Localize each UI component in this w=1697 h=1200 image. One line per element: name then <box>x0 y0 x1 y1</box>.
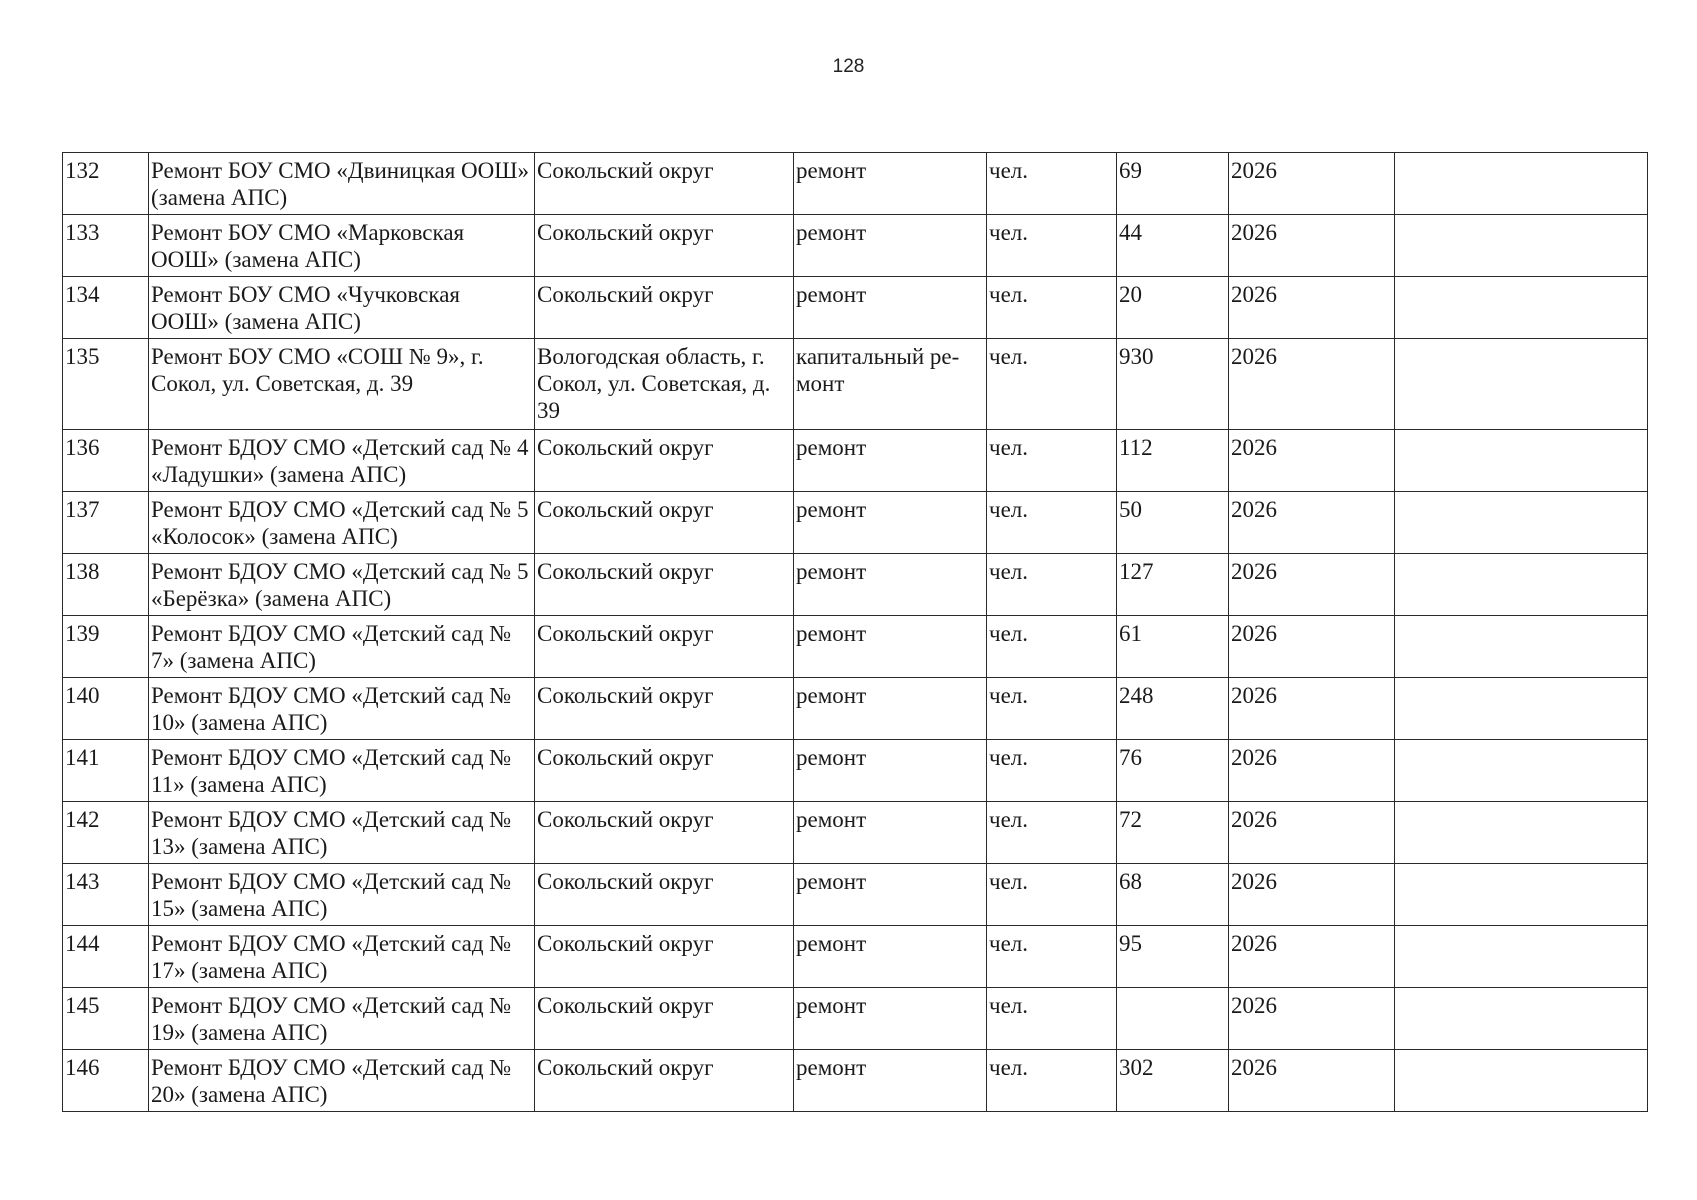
object-location: Сокольский округ <box>535 864 794 926</box>
work-type: ремонт <box>794 988 987 1050</box>
unit: чел. <box>987 215 1117 277</box>
table-row <box>63 864 1648 926</box>
work-type: ремонт <box>794 153 987 215</box>
object-name: Ремонт БДОУ СМО «Детский сад № 5 «Колосок» (замена АПС) <box>149 492 535 554</box>
unit: чел. <box>987 678 1117 740</box>
object-location: Сокольский округ <box>535 554 794 616</box>
object-name: Ремонт БДОУ СМО «Детский сад № 7» (замена АПС) <box>149 616 535 678</box>
value: 302 <box>1117 1050 1229 1112</box>
row-number: 145 <box>63 988 149 1050</box>
object-name: Ремонт БДОУ СМО «Детский сад № 20» (замена АПС) <box>149 1050 535 1112</box>
value: 127 <box>1117 554 1229 616</box>
table-row <box>63 802 1648 864</box>
table-row <box>63 492 1648 554</box>
value: 72 <box>1117 802 1229 864</box>
year: 2026 <box>1229 339 1395 430</box>
object-location: Сокольский округ <box>535 153 794 215</box>
value: 68 <box>1117 864 1229 926</box>
note <box>1395 153 1648 215</box>
object-location: Сокольский округ <box>535 678 794 740</box>
object-location: Вологодская область, г. Сокол, ул. Советская, д. 39 <box>535 339 794 430</box>
work-type: ремонт <box>794 740 987 802</box>
unit: чел. <box>987 554 1117 616</box>
note <box>1395 616 1648 678</box>
year: 2026 <box>1229 153 1395 215</box>
work-type: ремонт <box>794 430 987 492</box>
year: 2026 <box>1229 678 1395 740</box>
note <box>1395 802 1648 864</box>
row-number: 139 <box>63 616 149 678</box>
row-number: 136 <box>63 430 149 492</box>
table-row <box>63 740 1648 802</box>
unit: чел. <box>987 616 1117 678</box>
unit: чел. <box>987 802 1117 864</box>
value <box>1117 988 1229 1050</box>
table-row <box>63 430 1648 492</box>
note <box>1395 492 1648 554</box>
object-location: Сокольский округ <box>535 926 794 988</box>
value: 61 <box>1117 616 1229 678</box>
table-row <box>63 153 1648 215</box>
work-type: ремонт <box>794 492 987 554</box>
object-location: Сокольский округ <box>535 215 794 277</box>
table-row <box>63 339 1648 430</box>
table-row <box>63 926 1648 988</box>
object-name: Ремонт БОУ СМО «Чучковская ООШ» (замена АПС) <box>149 277 535 339</box>
work-type: капитальный ре-монт <box>794 339 987 430</box>
object-location: Сокольский округ <box>535 740 794 802</box>
year: 2026 <box>1229 215 1395 277</box>
table-row <box>63 277 1648 339</box>
row-number: 133 <box>63 215 149 277</box>
value: 930 <box>1117 339 1229 430</box>
page-number: 128 <box>832 56 865 77</box>
work-type: ремонт <box>794 678 987 740</box>
object-name: Ремонт БДОУ СМО «Детский сад № 5 «Берёзка» (замена АПС) <box>149 554 535 616</box>
table-row <box>63 1050 1648 1112</box>
object-location: Сокольский округ <box>535 430 794 492</box>
unit: чел. <box>987 492 1117 554</box>
year: 2026 <box>1229 864 1395 926</box>
object-name: Ремонт БДОУ СМО «Детский сад № 15» (замена АПС) <box>149 864 535 926</box>
object-location: Сокольский округ <box>535 616 794 678</box>
work-type: ремонт <box>794 1050 987 1112</box>
object-name: Ремонт БДОУ СМО «Детский сад № 13» (замена АПС) <box>149 802 535 864</box>
object-location: Сокольский округ <box>535 277 794 339</box>
table-row <box>63 554 1648 616</box>
year: 2026 <box>1229 277 1395 339</box>
year: 2026 <box>1229 740 1395 802</box>
value: 44 <box>1117 215 1229 277</box>
works-table <box>62 152 1648 1112</box>
value: 95 <box>1117 926 1229 988</box>
table-row <box>63 616 1648 678</box>
unit: чел. <box>987 740 1117 802</box>
object-location: Сокольский округ <box>535 988 794 1050</box>
row-number: 142 <box>63 802 149 864</box>
row-number: 144 <box>63 926 149 988</box>
unit: чел. <box>987 864 1117 926</box>
note <box>1395 864 1648 926</box>
object-name: Ремонт БОУ СМО «Двиницкая ООШ» (замена АПС) <box>149 153 535 215</box>
unit: чел. <box>987 988 1117 1050</box>
note <box>1395 215 1648 277</box>
value: 50 <box>1117 492 1229 554</box>
year: 2026 <box>1229 616 1395 678</box>
value: 248 <box>1117 678 1229 740</box>
work-type: ремонт <box>794 926 987 988</box>
object-name: Ремонт БДОУ СМО «Детский сад № 4 «Ладушки» (замена АПС) <box>149 430 535 492</box>
row-number: 137 <box>63 492 149 554</box>
object-name: Ремонт БДОУ СМО «Детский сад № 11» (замена АПС) <box>149 740 535 802</box>
unit: чел. <box>987 430 1117 492</box>
work-type: ремонт <box>794 554 987 616</box>
year: 2026 <box>1229 926 1395 988</box>
note <box>1395 277 1648 339</box>
note <box>1395 554 1648 616</box>
value: 20 <box>1117 277 1229 339</box>
note <box>1395 988 1648 1050</box>
unit: чел. <box>987 153 1117 215</box>
object-name: Ремонт БОУ СМО «Марковская ООШ» (замена АПС) <box>149 215 535 277</box>
row-number: 132 <box>63 153 149 215</box>
table-row <box>63 215 1648 277</box>
year: 2026 <box>1229 988 1395 1050</box>
object-name: Ремонт БДОУ СМО «Детский сад № 17» (замена АПС) <box>149 926 535 988</box>
row-number: 134 <box>63 277 149 339</box>
row-number: 146 <box>63 1050 149 1112</box>
object-location: Сокольский округ <box>535 802 794 864</box>
work-type: ремонт <box>794 215 987 277</box>
row-number: 135 <box>63 339 149 430</box>
row-number: 141 <box>63 740 149 802</box>
unit: чел. <box>987 926 1117 988</box>
work-type: ремонт <box>794 277 987 339</box>
year: 2026 <box>1229 492 1395 554</box>
note <box>1395 926 1648 988</box>
year: 2026 <box>1229 430 1395 492</box>
value: 112 <box>1117 430 1229 492</box>
row-number: 138 <box>63 554 149 616</box>
object-location: Сокольский округ <box>535 1050 794 1112</box>
year: 2026 <box>1229 554 1395 616</box>
object-name: Ремонт БДОУ СМО «Детский сад № 10» (замена АПС) <box>149 678 535 740</box>
object-location: Сокольский округ <box>535 492 794 554</box>
value: 69 <box>1117 153 1229 215</box>
year: 2026 <box>1229 802 1395 864</box>
row-number: 143 <box>63 864 149 926</box>
note <box>1395 678 1648 740</box>
note <box>1395 339 1648 430</box>
object-name: Ремонт БОУ СМО «СОШ № 9», г. Сокол, ул. Советская, д. 39 <box>149 339 535 430</box>
value: 76 <box>1117 740 1229 802</box>
note <box>1395 740 1648 802</box>
work-type: ремонт <box>794 864 987 926</box>
table-row <box>63 988 1648 1050</box>
table-row <box>63 678 1648 740</box>
note <box>1395 430 1648 492</box>
work-type: ремонт <box>794 802 987 864</box>
unit: чел. <box>987 1050 1117 1112</box>
unit: чел. <box>987 277 1117 339</box>
work-type: ремонт <box>794 616 987 678</box>
year: 2026 <box>1229 1050 1395 1112</box>
note <box>1395 1050 1648 1112</box>
unit: чел. <box>987 339 1117 430</box>
object-name: Ремонт БДОУ СМО «Детский сад № 19» (замена АПС) <box>149 988 535 1050</box>
row-number: 140 <box>63 678 149 740</box>
